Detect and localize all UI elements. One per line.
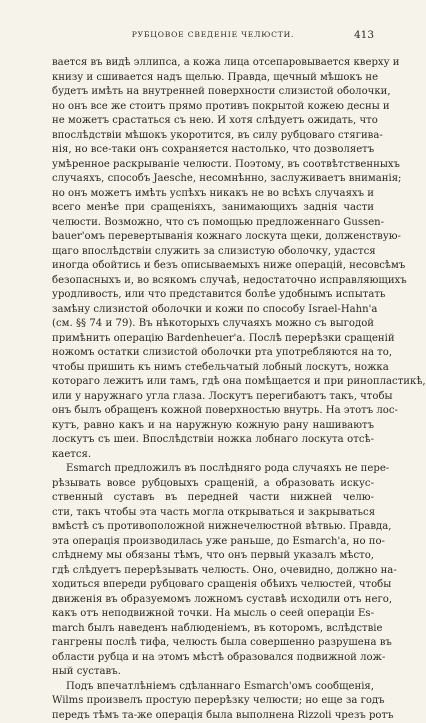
text-line: march былъ наведенъ наблюденіемъ, въ которомъ, вслѣдствіе	[52, 622, 374, 637]
text-line: эта операція производилась уже раньше, до Esmarch'а, но по-	[52, 535, 374, 550]
text-line: ножомъ остатки слизистой оболочки рта употребляются на то,	[52, 346, 374, 361]
text-line: лоскутъ съ шеи. Впослѣдствіи ножка лобнаго лоскута отсѣ-	[52, 433, 374, 448]
text-line: всего менѣе при сращеніяхъ, занимающихъ заднія части	[52, 201, 374, 216]
text-line: ственный суставъ въ передней части нижней челю-	[52, 491, 374, 506]
text-line: bauer'омъ перевертыванія кожнаго лоскута щеки, долженствую-	[52, 230, 374, 245]
text-line: кутъ, равно какъ и на наружную кожную рану нашиваютъ	[52, 419, 374, 434]
page-number: 413	[354, 29, 374, 41]
text-line: области рубца и на этомъ мѣстѣ образовался подвижной лож-	[52, 651, 374, 666]
text-line: умѣренное раскрываніе челюсти. Поэтому, въ соотвѣтственныхъ	[52, 158, 374, 173]
text-line: случаяхъ, способъ Jaesche, несомнѣнно, заслуживаетъ вниманія;	[52, 172, 374, 187]
text-line: вмѣстѣ съ противоположной нижнечелюстной вѣтвью. Правда,	[52, 520, 374, 535]
text-line: щаго впослѣдствіи служить за слизистую оболочку, удастся	[52, 245, 374, 260]
text-line: сти, такъ чтобы эта часть могла открываться и закрываться	[52, 506, 374, 521]
text-line: движенія въ образуемомъ ложномъ суставѣ исходили отъ него,	[52, 593, 374, 608]
text-line: ходиться впереди рубцоваго сращенія обѣихъ челюстей, чтобы	[52, 578, 374, 593]
text-line: гдѣ слѣдуетъ перерѣзывать челюсть. Оно, очевидно, должно на-	[52, 564, 374, 579]
text-line: чтобы пришить къ нимъ стебельчатый лобный лоскутъ, ножка	[52, 361, 374, 376]
text-line: иногда обойтись и безъ описываемыхъ ниже операцій, несовсѣмъ	[52, 259, 374, 274]
text-line: передъ тѣмъ та-же операція была выполнена Rizzoli чрезъ ротъ	[52, 709, 374, 723]
text-line: будетъ имѣть на внутренней поверхности слизистой оболочки,	[52, 85, 374, 100]
text-line: челюсти. Возможно, что съ помощью предложеннаго Gussen-	[52, 216, 374, 231]
text-line: ный суставъ.	[52, 665, 374, 680]
text-line: замѣну слизистой оболочки и кожи по способу Israel-Hahn'а	[52, 303, 374, 318]
text-line: какъ отъ неподвижной точки. На мысль о сеей операціи Es-	[52, 607, 374, 622]
text-line: нія, но все-таки онъ сохраняется настолько, что дозволяетъ	[52, 143, 374, 158]
text-line: Esmarch предложилъ въ послѣдняго рода случаяхъ не пере-	[52, 462, 374, 477]
text-line: Подъ впечатлѣніемъ сдѣланнаго Esmarch'омъ сообщенія,	[52, 680, 374, 695]
text-line: слѣднему мы обязаны тѣмъ, что онъ первый указалъ мѣсто,	[52, 549, 374, 564]
text-line: онъ былъ обращенъ кожной поверхностью внутрь. На этотъ лос-	[52, 404, 374, 419]
text-line: гангрены послѣ тифа, челюсть была совершенно разрушена въ	[52, 636, 374, 651]
text-line: уродливость, или что представится болѣе удобнымъ испытать	[52, 288, 374, 303]
body-text	[52, 56, 374, 723]
text-line: рѣзывать вовсе рубцовыхъ сращеній, а образовать искус-	[52, 477, 374, 492]
text-line: Wilms произвелъ простую перерѣзку челюсти; но еще за годъ	[52, 694, 374, 709]
text-line: примѣнить операцію Bardenheuer'а. Послѣ перерѣзки сращеній	[52, 332, 374, 347]
text-line: не можетъ срастаться съ нею. И хотя слѣдуетъ ожидать, что	[52, 114, 374, 129]
text-line: впослѣдствіи мѣшокъ укоротится, въ силу рубцоваго стягива-	[52, 129, 374, 144]
text-line: (см. §§ 74 и 79). Въ нѣкоторыхъ случаяхъ можно съ выгодой	[52, 317, 374, 332]
text-line: книзу и сшивается надъ щелью. Правда, щечный мѣшокъ не	[52, 71, 374, 86]
running-head: РУБЦОВОЕ СВЕДЕНІЕ ЧЕЛЮСТИ.	[52, 30, 374, 39]
text-line: кается.	[52, 448, 374, 463]
text-line: вается въ видѣ эллипса, а кожа лица отсепаровывается кверху и	[52, 56, 374, 71]
text-line: или у наружнаго угла глаза. Лоскутъ перегибаютъ такъ, чтобы	[52, 390, 374, 405]
page-header	[52, 30, 374, 42]
text-line: котораго лежитъ или тамъ, гдѣ она помѣщается и при ринопластикѣ,	[52, 375, 374, 390]
text-line: но онъ можетъ имѣть успѣхъ никакъ не во всѣхъ случаяхъ и	[52, 187, 374, 202]
text-line: безопасныхъ и, во всякомъ случаѣ, недостаточно исправляющихъ	[52, 274, 374, 289]
text-line: но онъ все же стоитъ прямо противъ покрытой кожею десны и	[52, 100, 374, 115]
